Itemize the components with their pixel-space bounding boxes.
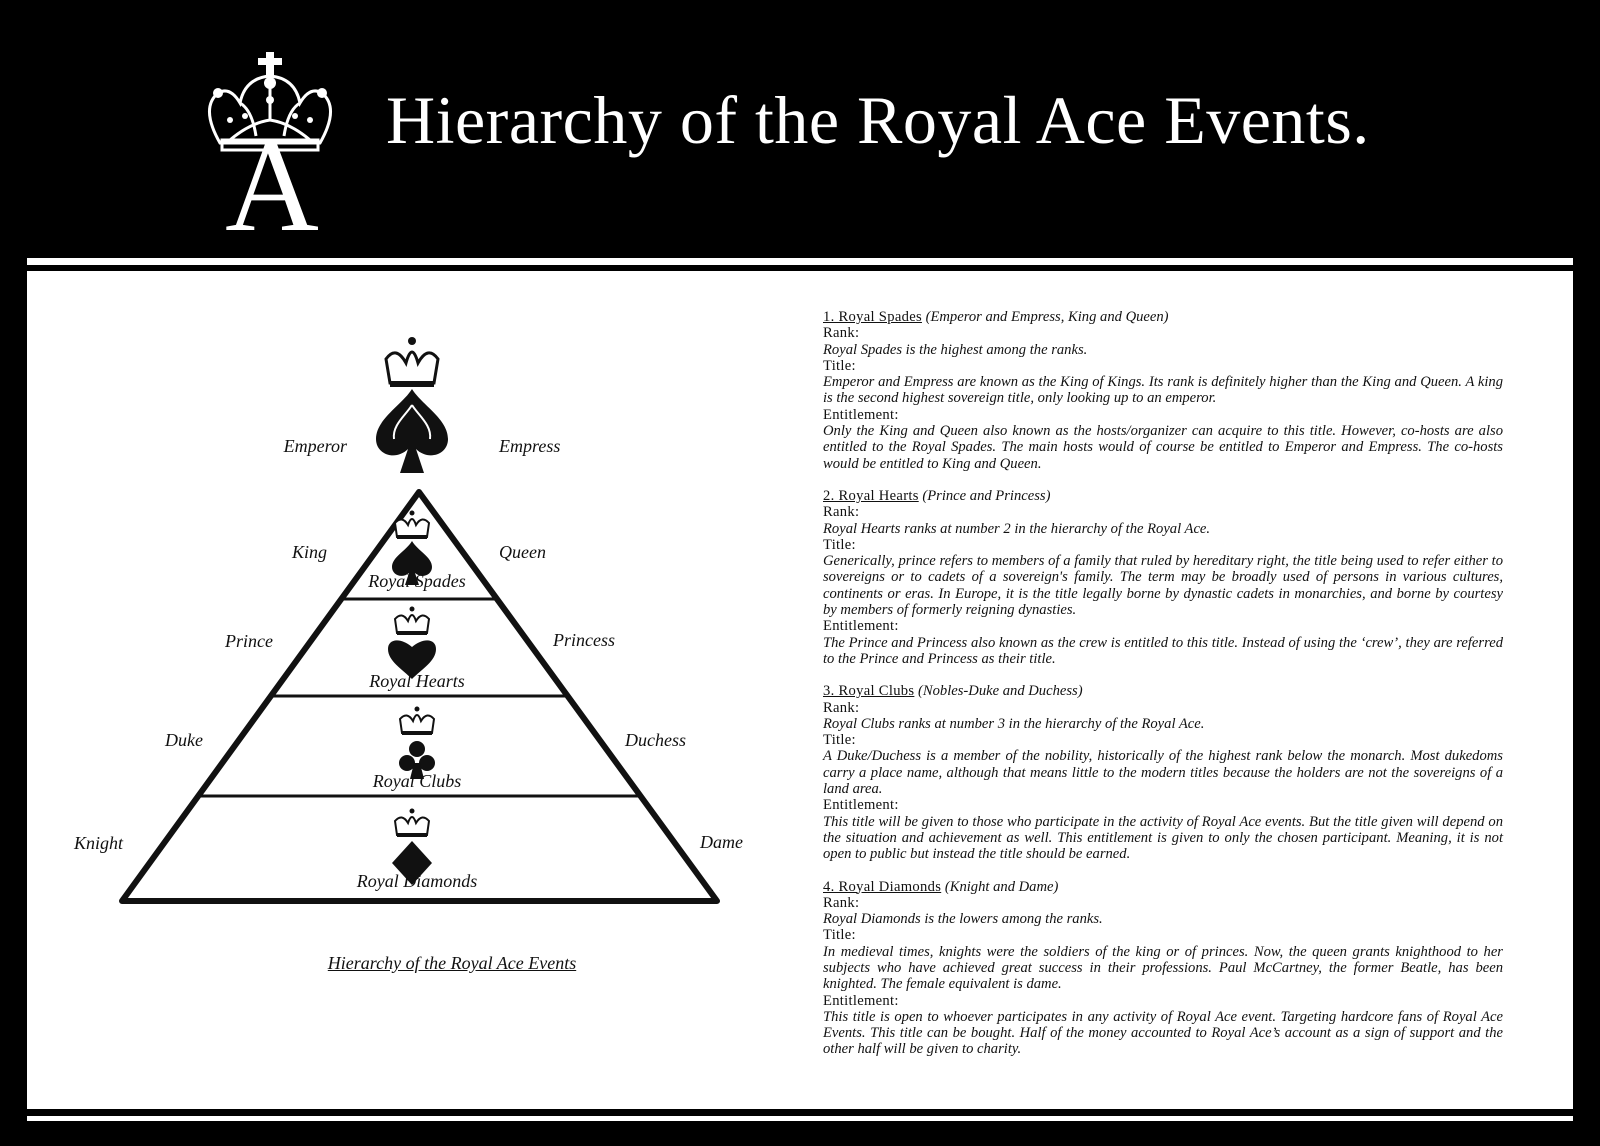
- rank-text: Royal Hearts ranks at number 2 in the hierarchy of the Royal Ace.: [823, 520, 1211, 537]
- rank-text: Royal Diamonds is the lowers among the ranks.: [823, 911, 1103, 928]
- label-prince: Prince: [225, 631, 273, 651]
- section-subtitle: (Emperor and Empress, King and Queen): [925, 309, 1169, 325]
- crowned-club-icon: [399, 707, 435, 780]
- section-title: 4. Royal Diamonds: [823, 878, 942, 895]
- tier-name-royal-diamonds: Royal Diamonds: [356, 871, 478, 891]
- page-title: Hierarchy of the Royal Ace Events.: [386, 82, 1370, 158]
- entitlement-label: Entitlement:: [823, 406, 899, 423]
- entitlement-text: This title will be given to those who participate in the activity of Royal Ace events. But the title given will depend on the situation and achievement as well. This entitlement is given to only the chosen participant. Meaning, it is not open to public but instead the title should be earned.: [823, 813, 1503, 863]
- label-knight: Knight: [73, 833, 123, 853]
- title-text: In medieval times, knights were the soldiers of the king or of princes. Now, the queen grants knighthood to her subjects who have achieved great success in their professions. Paul McCartney, the former Beatle, has been knighted. The female equivalent is dame.: [823, 943, 1503, 993]
- section-subtitle: (Knight and Dame): [944, 878, 1059, 895]
- entitlement-label: Entitlement:: [823, 992, 899, 1009]
- label-queen: Queen: [499, 542, 546, 562]
- label-empress: Empress: [499, 436, 561, 456]
- label-dame: Dame: [700, 832, 743, 852]
- section-subtitle: (Nobles-Duke and Duchess): [918, 683, 1083, 700]
- label-duke: Duke: [165, 730, 203, 750]
- rank-text: Royal Spades is the highest among the ranks.: [823, 341, 1088, 358]
- logo-letter: A: [225, 115, 319, 238]
- label-king: King: [291, 542, 327, 562]
- section-royal-clubs: [823, 683, 1503, 862]
- entitlement-text: Only the King and Queen also known as the hosts/organizer can acquire to this title. However, co-hosts are also entitled to the Royal Spades. The main hosts would of course be entitled to Emperor and Empress. The co-hosts would be entitled to King and Queen.: [823, 423, 1503, 472]
- title-text: A Duke/Duchess is a member of the nobility, historically of the highest rank below the monarch. Most dukedoms carry a place name, although that means little to the modern titles because the holders are not the sovereigns of a land area.: [823, 748, 1503, 798]
- title-label: Title:: [823, 536, 856, 553]
- top-divider: [27, 258, 1573, 265]
- entitlement-label: Entitlement:: [823, 797, 899, 814]
- rank-label: Rank:: [823, 504, 860, 521]
- header: [0, 0, 1600, 258]
- tier-name-royal-clubs: Royal Clubs: [372, 771, 462, 791]
- description-column: [823, 309, 1503, 1074]
- title-text: Emperor and Empress are known as the King of Kings. Its rank is definitely higher than the King and Queen. A king is the second highest sovereign title, only looking up to an emperor.: [823, 374, 1503, 407]
- entitlement-text: This title is open to whoever participates in any activity of Royal Ace event. Targeting hardcore fans of Royal Ace Events. This title can be bought. Half of the money accounted to Royal Ace’s account as a sign of support and the other half will be given to charity.: [823, 1008, 1503, 1058]
- label-emperor: Emperor: [283, 436, 347, 456]
- title-label: Title:: [823, 357, 856, 374]
- tier-name-royal-spades: Royal Spades: [368, 571, 466, 591]
- label-princess: Princess: [553, 630, 615, 650]
- section-royal-spades: [823, 309, 1503, 472]
- tier-name-royal-hearts: Royal Hearts: [369, 671, 465, 691]
- title-label: Title:: [823, 927, 856, 944]
- crown-logo-icon: [190, 48, 360, 238]
- section-royal-diamonds: [823, 879, 1503, 1058]
- section-title: 3. Royal Clubs: [823, 683, 915, 700]
- pyramid-caption: Hierarchy of the Royal Ace Events: [327, 953, 577, 973]
- rank-text: Royal Clubs ranks at number 3 in the hierarchy of the Royal Ace.: [823, 715, 1205, 732]
- label-duchess: Duchess: [625, 730, 686, 750]
- section-title: 2. Royal Hearts: [823, 487, 919, 504]
- rank-label: Rank:: [823, 699, 860, 716]
- section-subtitle: (Prince and Princess): [922, 487, 1051, 504]
- rank-label: Rank:: [823, 894, 860, 911]
- rank-label: Rank:: [823, 325, 860, 342]
- bottom-divider: [27, 1116, 1573, 1121]
- section-royal-hearts: [823, 488, 1503, 667]
- section-title: 1. Royal Spades: [823, 309, 922, 325]
- content-panel: [27, 271, 1573, 1109]
- entitlement-text: The Prince and Princess also known as the crew is entitled to this title. Instead of using the ‘crew’, they are referred to the Prince and Princess as their title.: [823, 634, 1503, 667]
- apex-crowned-spade-icon: [376, 337, 448, 473]
- crowned-heart-icon: [388, 607, 436, 680]
- title-label: Title:: [823, 732, 856, 749]
- title-text: Generically, prince refers to members of a family that ruled by hereditary right, the title being used to refer either to sovereigns or to cadets of a sovereign's family. The term may be broadly used of persons in various cultures, continents or eras. In Europe, it is the title legally borne by dynastic cadets in monarchies, and borne by courtesy by members of formerly reigning dynasties.: [823, 553, 1503, 619]
- entitlement-label: Entitlement:: [823, 618, 899, 635]
